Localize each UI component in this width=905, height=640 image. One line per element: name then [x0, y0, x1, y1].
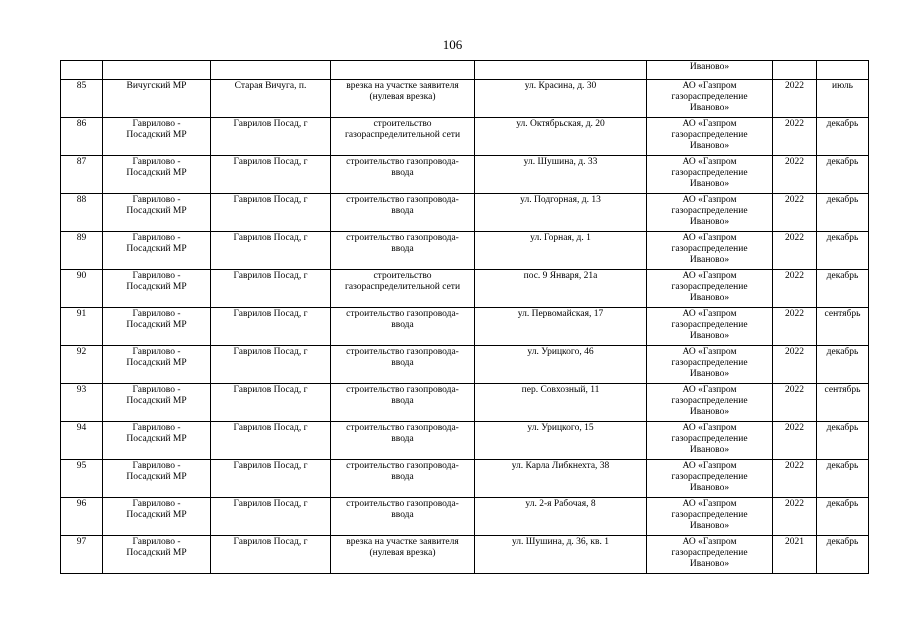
cell-address: ул. Шушина, д. 33 — [475, 156, 647, 194]
cell-number: 87 — [61, 156, 103, 194]
cell-district — [103, 61, 211, 80]
cell-month: декабрь — [817, 536, 869, 574]
table-row — [61, 270, 869, 308]
cell-organization: АО «Газпром газораспределение Иваново» — [647, 232, 773, 270]
cell-year: 2022 — [773, 460, 817, 498]
cell-number: 90 — [61, 270, 103, 308]
cell-work-type: строительство газораспределительной сети — [331, 118, 475, 156]
cell-district: Гаврилово - Посадский МР — [103, 346, 211, 384]
cell-number: 92 — [61, 346, 103, 384]
cell-district: Гаврилово - Посадский МР — [103, 156, 211, 194]
cell-district: Вичугский МР — [103, 80, 211, 118]
cell-locality: Гаврилов Посад, г — [211, 270, 331, 308]
cell-work-type: строительство газопровода- ввода — [331, 156, 475, 194]
cell-organization: АО «Газпром газораспределение Иваново» — [647, 384, 773, 422]
cell-organization: АО «Газпром газораспределение Иваново» — [647, 194, 773, 232]
cell-address: ул. Урицкого, 15 — [475, 422, 647, 460]
cell-address: пер. Совхозный, 11 — [475, 384, 647, 422]
cell-organization: АО «Газпром газораспределение Иваново» — [647, 80, 773, 118]
cell-number: 86 — [61, 118, 103, 156]
cell-year: 2022 — [773, 156, 817, 194]
table-row — [61, 308, 869, 346]
cell-year: 2022 — [773, 346, 817, 384]
cell-organization: АО «Газпром газораспределение Иваново» — [647, 498, 773, 536]
cell-locality: Гаврилов Посад, г — [211, 308, 331, 346]
table-row — [61, 346, 869, 384]
cell-number: 96 — [61, 498, 103, 536]
cell-year: 2022 — [773, 422, 817, 460]
cell-number: 89 — [61, 232, 103, 270]
cell-district: Гаврилово - Посадский МР — [103, 384, 211, 422]
cell-year: 2022 — [773, 80, 817, 118]
cell-year — [773, 61, 817, 80]
cell-number: 93 — [61, 384, 103, 422]
table-body — [61, 61, 869, 574]
cell-organization: АО «Газпром газораспределение Иваново» — [647, 156, 773, 194]
cell-number: 85 — [61, 80, 103, 118]
table-row — [61, 460, 869, 498]
cell-locality: Гаврилов Посад, г — [211, 156, 331, 194]
cell-locality: Гаврилов Посад, г — [211, 498, 331, 536]
cell-year: 2022 — [773, 308, 817, 346]
cell-organization: АО «Газпром газораспределение Иваново» — [647, 308, 773, 346]
cell-work-type: строительство газораспределительной сети — [331, 270, 475, 308]
cell-month: декабрь — [817, 498, 869, 536]
cell-organization: АО «Газпром газораспределение Иваново» — [647, 460, 773, 498]
cell-address: пос. 9 Января, 21а — [475, 270, 647, 308]
gasification-table — [60, 60, 869, 574]
cell-year: 2022 — [773, 194, 817, 232]
cell-district: Гаврилово - Посадский МР — [103, 232, 211, 270]
table-row — [61, 422, 869, 460]
cell-year: 2022 — [773, 384, 817, 422]
cell-organization: АО «Газпром газораспределение Иваново» — [647, 536, 773, 574]
cell-district: Гаврилово - Посадский МР — [103, 194, 211, 232]
cell-month: декабрь — [817, 232, 869, 270]
cell-locality: Гаврилов Посад, г — [211, 422, 331, 460]
cell-month — [817, 61, 869, 80]
cell-number: 94 — [61, 422, 103, 460]
cell-locality: Гаврилов Посад, г — [211, 194, 331, 232]
cell-district: Гаврилово - Посадский МР — [103, 308, 211, 346]
table-row — [61, 232, 869, 270]
cell-locality: Гаврилов Посад, г — [211, 384, 331, 422]
table-row — [61, 536, 869, 574]
cell-district: Гаврилово - Посадский МР — [103, 118, 211, 156]
cell-month: декабрь — [817, 346, 869, 384]
table-row — [61, 384, 869, 422]
cell-month: сентябрь — [817, 308, 869, 346]
cell-address: ул. Подгорная, д. 13 — [475, 194, 647, 232]
table-row — [61, 80, 869, 118]
cell-locality: Гаврилов Посад, г — [211, 346, 331, 384]
table-row-continuation — [61, 61, 869, 80]
cell-address: ул. Первомайская, 17 — [475, 308, 647, 346]
cell-month: декабрь — [817, 194, 869, 232]
cell-work-type — [331, 61, 475, 80]
cell-month: декабрь — [817, 156, 869, 194]
cell-district: Гаврилово - Посадский МР — [103, 536, 211, 574]
cell-work-type: строительство газопровода- ввода — [331, 194, 475, 232]
table-row — [61, 194, 869, 232]
cell-number: 88 — [61, 194, 103, 232]
cell-year: 2022 — [773, 232, 817, 270]
cell-locality: Гаврилов Посад, г — [211, 536, 331, 574]
cell-district: Гаврилово - Посадский МР — [103, 422, 211, 460]
page-number: 106 — [442, 37, 463, 52]
cell-number: 91 — [61, 308, 103, 346]
cell-work-type: врезка на участке заявителя (нулевая врезка) — [331, 80, 475, 118]
cell-number: 97 — [61, 536, 103, 574]
cell-address — [475, 61, 647, 80]
cell-year: 2022 — [773, 118, 817, 156]
cell-work-type: строительство газопровода- ввода — [331, 460, 475, 498]
cell-address: ул. Шушина, д. 36, кв. 1 — [475, 536, 647, 574]
cell-organization: АО «Газпром газораспределение Иваново» — [647, 422, 773, 460]
table-row — [61, 498, 869, 536]
cell-month: июль — [817, 80, 869, 118]
cell-month: сентябрь — [817, 384, 869, 422]
cell-address: ул. 2-я Рабочая, 8 — [475, 498, 647, 536]
cell-locality: Гаврилов Посад, г — [211, 232, 331, 270]
cell-organization: АО «Газпром газораспределение Иваново» — [647, 118, 773, 156]
cell-address: ул. Урицкого, 46 — [475, 346, 647, 384]
cell-organization: Иваново» — [647, 61, 773, 80]
cell-month: декабрь — [817, 422, 869, 460]
cell-district: Гаврилово - Посадский МР — [103, 498, 211, 536]
cell-work-type: строительство газопровода- ввода — [331, 384, 475, 422]
cell-locality: Гаврилов Посад, г — [211, 460, 331, 498]
cell-number — [61, 61, 103, 80]
cell-year: 2022 — [773, 498, 817, 536]
cell-month: декабрь — [817, 460, 869, 498]
cell-locality — [211, 61, 331, 80]
cell-district: Гаврилово - Посадский МР — [103, 460, 211, 498]
cell-address: ул. Горная, д. 1 — [475, 232, 647, 270]
cell-work-type: строительство газопровода- ввода — [331, 498, 475, 536]
cell-work-type: строительство газопровода- ввода — [331, 308, 475, 346]
cell-locality: Гаврилов Посад, г — [211, 118, 331, 156]
cell-year: 2022 — [773, 270, 817, 308]
cell-district: Гаврилово - Посадский МР — [103, 270, 211, 308]
table-row — [61, 118, 869, 156]
cell-organization: АО «Газпром газораспределение Иваново» — [647, 270, 773, 308]
cell-address: ул. Октябрьская, д. 20 — [475, 118, 647, 156]
cell-work-type: строительство газопровода- ввода — [331, 346, 475, 384]
cell-organization: АО «Газпром газораспределение Иваново» — [647, 346, 773, 384]
cell-work-type: врезка на участке заявителя (нулевая врезка) — [331, 536, 475, 574]
cell-work-type: строительство газопровода- ввода — [331, 422, 475, 460]
cell-address: ул. Красина, д. 30 — [475, 80, 647, 118]
cell-month: декабрь — [817, 270, 869, 308]
cell-number: 95 — [61, 460, 103, 498]
table-row — [61, 156, 869, 194]
cell-address: ул. Карла Либкнехта, 38 — [475, 460, 647, 498]
cell-month: декабрь — [817, 118, 869, 156]
cell-work-type: строительство газопровода- ввода — [331, 232, 475, 270]
cell-locality: Старая Вичуга, п. — [211, 80, 331, 118]
cell-year: 2021 — [773, 536, 817, 574]
